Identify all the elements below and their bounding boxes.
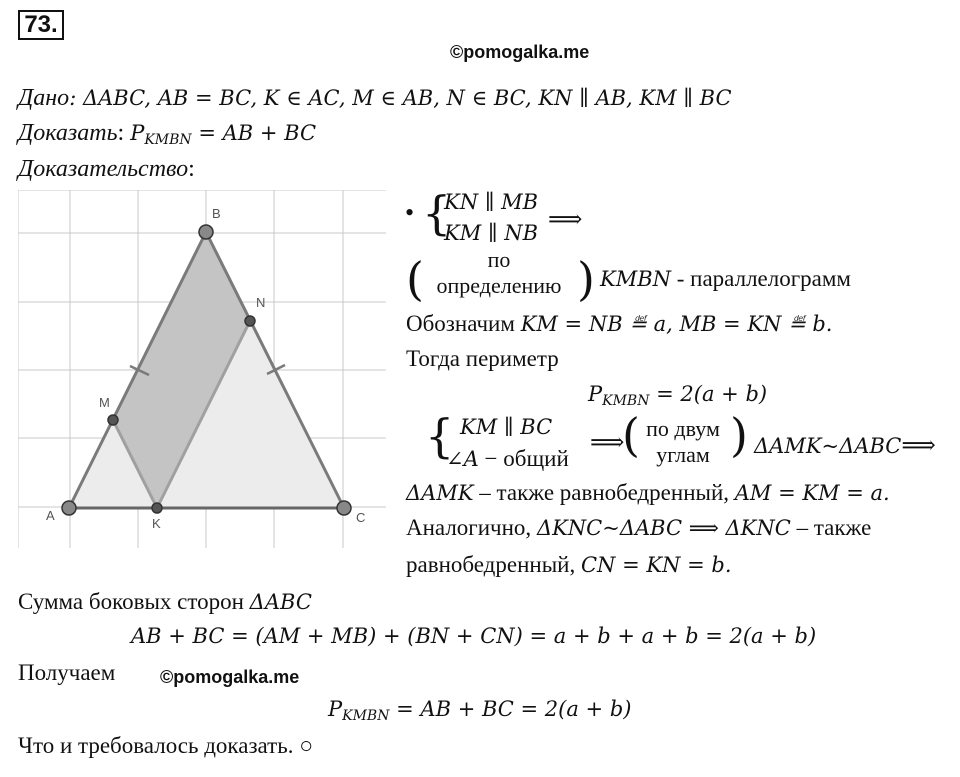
- parallelogram-line: [600, 266, 851, 292]
- point-n: [245, 316, 255, 326]
- by-top: по: [487, 247, 511, 272]
- implies-2: ⟹: [590, 428, 625, 456]
- amk-line: [406, 480, 890, 506]
- by-definition: [420, 247, 578, 299]
- label-k: K: [152, 516, 161, 531]
- by-two: по двум: [646, 416, 720, 441]
- point-c: [337, 501, 351, 515]
- implies-1: ⟹: [548, 205, 583, 233]
- cn-line: [406, 552, 732, 578]
- by-angles: [636, 416, 730, 468]
- amk-math: ΔAMK: [406, 481, 474, 505]
- label-a: A: [46, 508, 55, 523]
- by-bottom: определению: [436, 273, 562, 298]
- denote-line: [406, 311, 832, 337]
- implies-3: ⟹: [901, 431, 936, 459]
- point-b: [199, 225, 213, 239]
- point-m: [108, 415, 118, 425]
- common-text: − общий: [478, 446, 569, 471]
- paren-open-2: (: [622, 408, 640, 462]
- final-line: [328, 697, 631, 724]
- given-line: [18, 85, 732, 112]
- paren-open-1: (: [406, 252, 424, 306]
- perimeter-sub: KMBN: [602, 393, 650, 410]
- angles: углам: [656, 442, 710, 467]
- denote-expr: KM = NB ≝ a, MB = KN ≝ b.: [520, 312, 833, 336]
- parallelogram-name: KMBN: [600, 267, 671, 291]
- then-perimeter: Тогда периметр: [406, 346, 559, 371]
- sum-label-text: Сумма боковых сторон: [18, 589, 250, 614]
- problem-number: 73.: [18, 10, 64, 40]
- final-sub: KMBN: [342, 708, 390, 725]
- perimeter-rest: = 2(a + b): [649, 382, 768, 406]
- qed-line: Что и требовалось доказать. ○: [18, 733, 314, 758]
- cn-text: равнобедренный,: [406, 552, 581, 577]
- sys1-line2: KM ∥ NB: [444, 221, 539, 245]
- triangle-figure: [18, 190, 386, 548]
- given-text: : ΔABC, AB = BC, K ∈ AC, M ∈ AB, N ∈ BC, KN ∥ AB, KM ∥ BC: [69, 86, 732, 110]
- prove-line: [18, 120, 316, 148]
- final-rest: = AB + BC = 2(a + b): [389, 697, 632, 721]
- amk-text: – также равнобедренный,: [473, 480, 735, 505]
- label-c: C: [356, 510, 366, 525]
- sys2-line1: KM ∥ BC: [460, 415, 553, 439]
- similar-line: [754, 431, 936, 459]
- point-k: [152, 503, 162, 513]
- obtain-label: Получаем: [18, 660, 116, 685]
- perimeter-line: [588, 382, 767, 409]
- paren-close-1: ): [577, 252, 595, 306]
- label-m: M: [99, 395, 110, 410]
- point-a: [62, 501, 76, 515]
- sum-formula: AB + BC = (AM + MB) + (BN + CN) = a + b + a + b = 2(a + b): [131, 624, 817, 648]
- prove-p: P: [130, 121, 145, 145]
- cn-math: CN = KN = b.: [580, 553, 732, 577]
- given-label: Дано: [18, 85, 70, 111]
- proof-label-line: [18, 156, 195, 183]
- brace-1: {: [422, 186, 452, 240]
- sys2-line2: [446, 446, 569, 472]
- sys1-line1: KN ∥ MB: [444, 190, 539, 214]
- similar-text: ΔAMK~ΔABC: [754, 434, 902, 458]
- angle-a: ∠A: [446, 447, 479, 471]
- bullet: •: [405, 198, 415, 227]
- prove-sub: KMBN: [144, 132, 192, 149]
- label-b: B: [212, 206, 221, 221]
- amk-eq: AM = KM = a.: [734, 481, 890, 505]
- brace-2: {: [425, 409, 455, 463]
- label-n: N: [256, 295, 266, 310]
- final-p: P: [328, 697, 343, 721]
- sum-label-math: ΔABC: [249, 590, 312, 614]
- denote-prefix: Обозначим: [406, 311, 521, 336]
- prove-label: Доказать: [18, 120, 118, 146]
- prove-colon: :: [117, 120, 131, 146]
- analog-tail: – также: [790, 515, 872, 540]
- sum-label-line: [18, 589, 312, 615]
- watermark-bottom: ©pomogalka.me: [160, 667, 300, 687]
- proof-label: Доказательство: [18, 156, 189, 182]
- proof-colon: :: [188, 156, 195, 182]
- analog-text: Аналогично,: [406, 515, 537, 540]
- analog-line: [406, 515, 871, 541]
- perimeter-p: P: [588, 382, 603, 406]
- prove-rest: = AB + BC: [191, 121, 317, 145]
- watermark-top: ©pomogalka.me: [450, 42, 590, 62]
- parallelogram-text: - параллелограмм: [671, 266, 851, 291]
- analog-math: ΔKNC~ΔABC ⟹ ΔKNC: [536, 516, 791, 540]
- paren-close-2: ): [730, 408, 748, 462]
